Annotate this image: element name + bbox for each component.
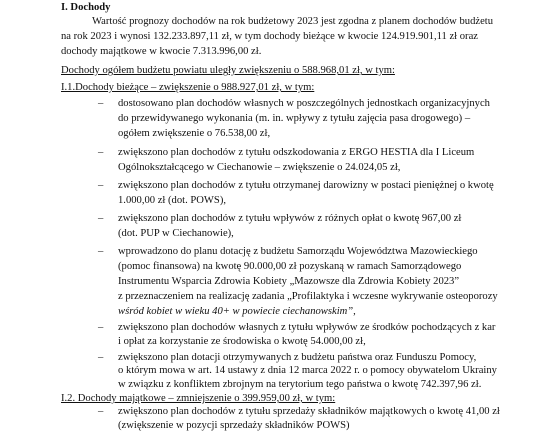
current-income-heading: I.1.Dochody bieżące – zwiększenie o 988.927,01 zł, w tym: [61,82,315,93]
bullet-5-line-4: z przeznaczeniem na realizację zadania „Profilaktyka i wczesne wykrywanie osteoporozy [118,291,498,302]
last-bullet-line-1: zwiększono plan dochodów z tytułu sprzedaży składników majątkowych o kwotę 41,00 zł [118,406,500,417]
bullet-7-line-2: o którym mowa w art. 14 ustawy z dnia 12 marca 2022 r. o pomocy obywatelom Ukrainy [118,365,497,376]
bullet-5-line-3: Instrumentu Wsparcia Zdrowia Kobiety „Mazowsze dla Zdrowia Kobiety 2023” [118,276,460,287]
bullet-1-line-3: ogółem zwiększenie o 76.538,00 zł, [118,128,271,139]
bullet-7-line-1: zwiększono plan dotacji otrzymywanych z budżetu państwa oraz Funduszu Pomocy, [118,352,477,363]
bullet-dash: – [98,246,104,257]
bullet-dash: – [98,180,104,191]
bullet-3-line-1: zwiększono plan dochodów z tytułu otrzymanej darowizny w postaci pieniężnej o kwotę [118,180,494,191]
income-summary: Dochody ogółem budżetu powiatu uległy zwiększeniu o 588.968,01 zł, w tym: [61,65,395,76]
bullet-6-line-1: zwiększono plan dochodów własnych z tytułu wpływów ze środków pochodzących z kar [118,322,496,333]
bullet-7-line-3: w związku z konfliktem zbrojnym na terytorium tego państwa o kwotę 742.397,96 zł. [118,379,482,390]
bullet-2-line-2: Ogólnokształcącego w Ciechanowie – zwiększenie o 24.024,05 zł, [118,162,401,173]
bullet-dash: – [98,213,104,224]
bullet-5-line-2: (pomoc finansowa) na kwotę 90.000,00 zł pozyskaną w ramach Samorządowego [118,261,462,272]
section-heading: I. Dochody [61,2,111,13]
bullet-4-line-1: zwiększono plan dochodów z tytułu wpływów z różnych opłat o kwotę 967,00 zł [118,213,462,224]
bullet-dash: – [98,147,104,158]
bullet-3-line-2: 1.000,00 zł (dot. POWS), [118,195,226,206]
bullet-5-line-5: wśród kobiet w wieku 40+ w powiecie ciechanowskim”, [118,306,356,317]
bullet-dash: – [98,406,104,417]
bullet-1-line-1: dostosowano plan dochodów własnych w poszczególnych jednostkach organizacyjnych [118,98,490,109]
intro-line-3: dochody majątkowe w kwocie 7.313.996,00 zł. [61,46,262,57]
intro-line-2: na rok 2023 i wynosi 132.233.897,11 zł, w tym dochody bieżące w kwocie 124.919.901,11 zł oraz [61,31,478,42]
bullet-dash: – [98,322,104,333]
capital-income-heading: I.2. Dochody majątkowe – zmniejszenie o 399.959,00 zł, w tym: [61,393,336,404]
bullet-6-line-2: i opłat za korzystanie ze środowiska o kwotę 54.000,00 zł, [118,336,366,347]
bullet-5-line-1: wprowadzono do planu dotację z budżetu Samorządu Województwa Mazowieckiego [118,246,478,257]
intro-line-1: Wartość prognozy dochodów na rok budżetowy 2023 jest zgodna z planem dochodów budżetu [92,16,494,27]
bullet-dash: – [98,352,104,363]
bullet-4-line-2: (dot. PUP w Ciechanowie), [118,228,234,239]
bullet-2-line-1: zwiększono plan dochodów z tytułu odszkodowania z ERGO HESTIA dla I Liceum [118,147,475,158]
bullet-1-line-2: do przewidywanego wykonania (m. in. wpływy z tytułu zajęcia pasa drogowego) – [118,113,471,124]
last-bullet-line-2: (zwiększenie w pozycji sprzedaży składników POWS) [118,420,350,431]
bullet-dash: – [98,98,104,109]
